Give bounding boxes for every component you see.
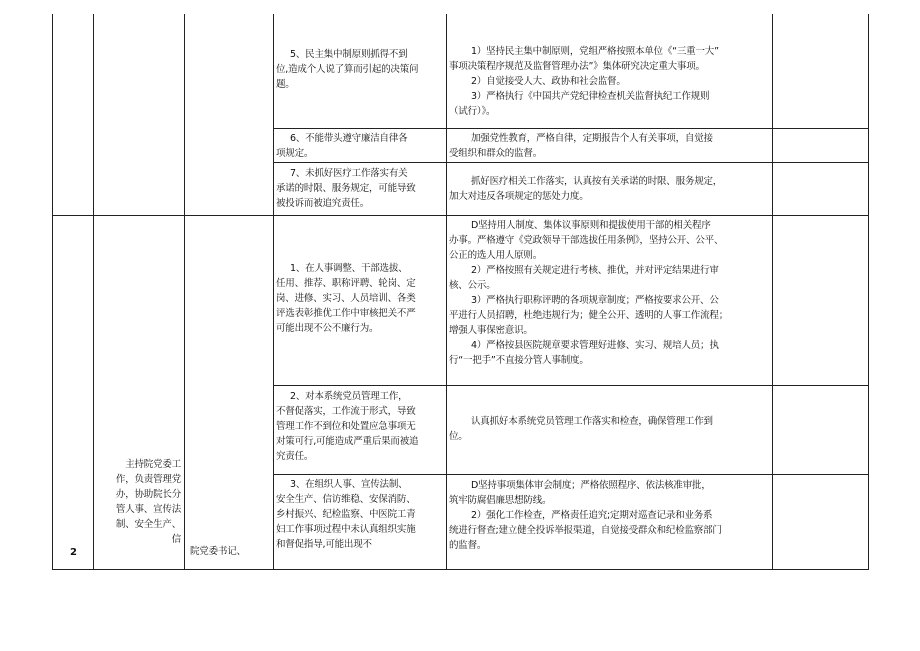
risk-line: 5、民主集中制原则抓得不到 [290,49,408,60]
risk-line: 1、在人事调整、干部选拔、 [290,263,408,274]
row-divider [273,162,869,163]
duty-line: 主持院党委工 [125,459,181,470]
risk-line: 题。 [276,79,295,90]
measure-line: 行“一把手”不直接分管人事制度。 [449,355,589,366]
risk-line: 对策可行,可能造成严重后果而被追 [276,436,419,447]
risk-cell [276,389,418,464]
row-divider [273,128,869,129]
measure-line: （试行）》。 [449,106,496,117]
measure-line: 筑牢防腐倡廉思想防线。 [449,495,552,506]
risk-cell [276,261,416,336]
column-divider [273,14,274,570]
measure-line: 2）严格按照有关规定进行考核、推优，并对评定结果进行审 [471,265,719,276]
measure-line: 办事。严格遵守《党政领导干部选拔任用条例》，坚持公开、公平、 [449,235,724,246]
measure-cell [449,174,722,204]
measure-line: 事项决策程序规范及监督管理办法”》集体研究决定重大事项。 [449,61,705,72]
column-divider [772,14,773,570]
measure-line: 核、公示。 [449,280,496,291]
duty-cell [97,457,181,547]
risk-cell [276,477,416,552]
measure-line: 2）自觉接受人大、政协和社会监督。 [471,76,626,87]
measure-line: 加强党性教育，严格自律，定期报告个人有关事项，自觉接 [471,133,713,144]
measure-cell [449,44,719,119]
risk-line: 管理工作不到位和处置应急事项无 [276,421,416,432]
measure-line: 认真抓好本系统党员管理工作落实和检查，确保管理工作到 [471,416,713,427]
duty-line: 办，协助院长分 [115,489,181,500]
measure-line: 增强人事保密意识。 [449,325,533,336]
table-border-right [868,14,869,570]
group-divider [52,215,869,216]
measure-line: 抓好医疗相关工作落实，认真按有关承诺的时限、服务规定， [471,176,723,187]
measure-cell [449,414,713,444]
risk-line: 位,造成个人说了算而引起的决策问 [276,64,419,75]
risk-line: 安全生产、信访维稳、安保消防、 [276,494,416,505]
risk-line: 评选表彰推优工作中审核把关不严 [276,308,416,319]
risk-line: 2、对本系统党员管理工作， [290,391,408,402]
measure-line: 3）严格执行职称评聘的各项规章制度；严格按要求公开、公 [471,295,719,306]
measure-line: 2）强化工作检查，严格责任追究;定期对巡查记录和业务系 [471,510,713,521]
row-divider [273,385,869,386]
measure-line: D坚持用人制度、集体议事原则和提拔使用干部的相关程序 [471,220,711,231]
measure-line: 受组织和群众的监督。 [449,148,543,159]
risk-line: 和督促指导,可能出现不 [276,539,372,550]
risk-line: 6、不能带头遵守廉洁自律各 [290,133,408,144]
risk-line: 项规定。 [276,148,314,159]
row-number: 2 [70,547,77,558]
duty-line: 信 [171,534,181,545]
measure-line: D坚持事项集体审会制度；严格依照程序、依法核准审批， [471,480,711,491]
measure-line: 公正的选人用人原则。 [449,250,543,261]
measure-line: 统进行督查;建立健全投诉举报渠道，自觉接受群众和纪检监察部门 [449,525,722,536]
risk-line: 妇工作事项过程中未认真组织实施 [276,524,416,535]
risk-line: 任用、推荐、职称评聘、轮岗、定 [276,278,416,289]
position-cell: 院党委书记、 [190,546,246,557]
risk-line: 3、在组织人事、宣传法制、 [290,479,408,490]
table-border-bottom [52,569,869,570]
risk-cell [276,47,418,92]
table-border-left [52,14,53,570]
column-divider [446,14,447,570]
measure-cell [449,131,713,161]
risk-line: 不督促落实，工作流于形式，导致 [276,406,416,417]
measure-line: 平进行人员招聘，杜绝违规行为；健全公开、透明的人事工作流程； [449,310,729,321]
measure-line: 的监督。 [449,540,487,551]
measure-cell [449,478,722,553]
risk-line: 被投诉而被追究责任。 [276,198,370,209]
column-divider [184,14,185,570]
measure-line: 4）严格按县医院规章要求管理好进修、实习、规培人员；执 [471,340,719,351]
column-divider [93,14,94,570]
measure-line: 3）严格执行《中国共产党纪律检查机关监督执纪工作规则 [471,91,710,102]
risk-cell [276,131,407,161]
duty-line: 制、安全生产、 [115,519,181,530]
measure-line: 1）坚持民主集中制原则，党组严格按照本单位《“三重一大” [471,46,719,57]
risk-line: 承诺的时限、服务规定，可能导致 [276,183,416,194]
risk-line: 乡村振兴、纪检监察、中医院工青 [276,509,416,520]
risk-line: 可能出现不公不廉行为。 [276,323,379,334]
duty-line: 管人事、宣传法 [115,504,181,515]
duty-line: 作，负责管理党 [115,474,181,485]
measure-cell [449,218,728,368]
measure-line: 加大对违反各项规定的惩处力度。 [449,191,589,202]
risk-line: 7、未抓好医疗工作落实有关 [290,168,408,179]
risk-cell [276,166,416,211]
risk-line: 究责任。 [276,451,314,462]
risk-line: 岗、进修、实习、人员培训、各类 [276,293,416,304]
measure-line: 位。 [449,431,468,442]
row-divider [273,474,869,475]
